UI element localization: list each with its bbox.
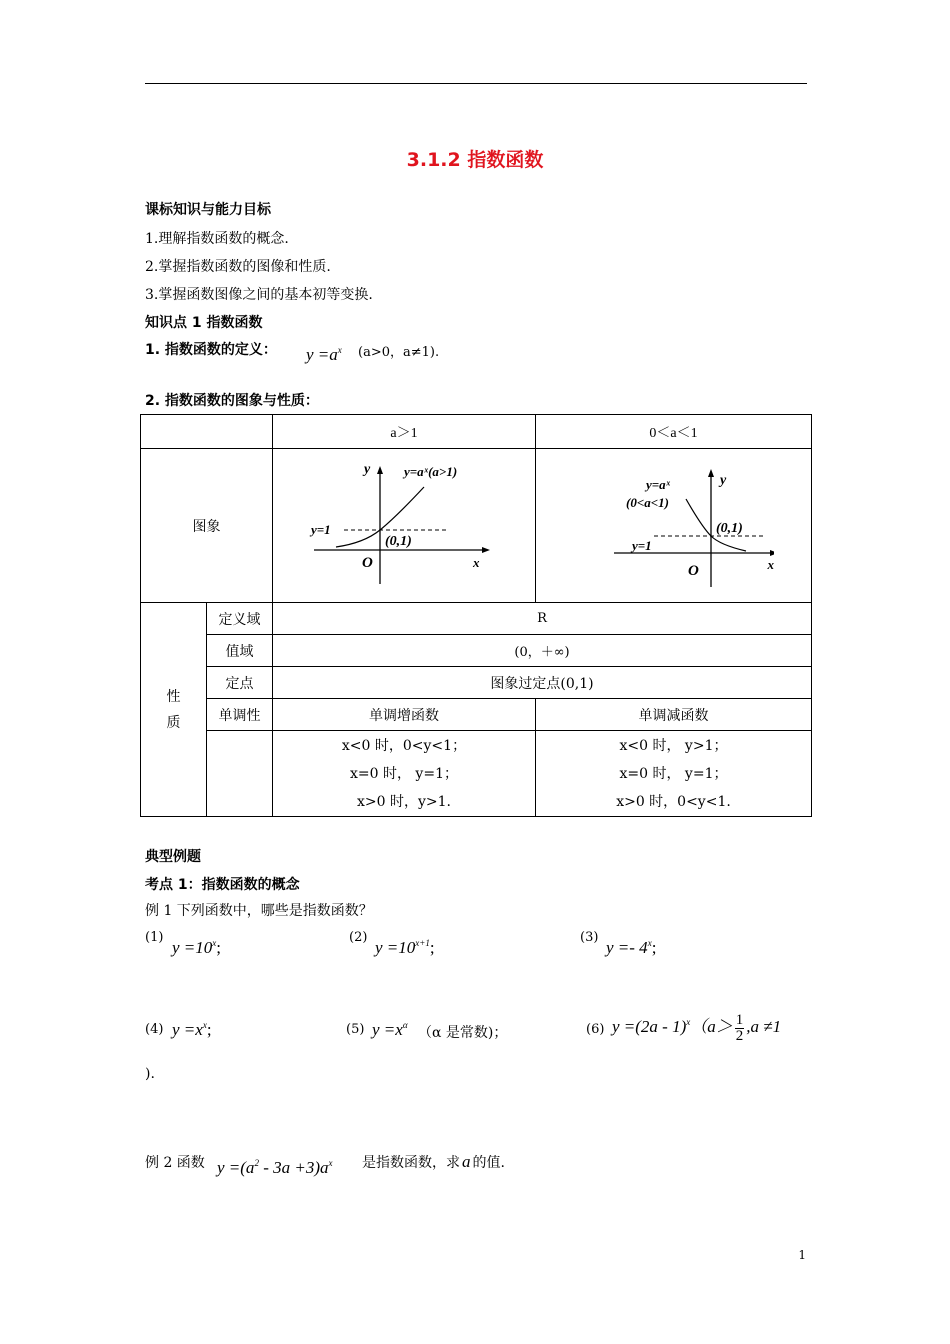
- values-decreasing: [536, 731, 812, 817]
- range-label: 值域: [207, 635, 273, 667]
- formula-2: $y =10^{x+1}$;: [375, 938, 435, 957]
- example-1-prompt: 例 1 下列函数中，哪些是指数函数？: [145, 903, 373, 919]
- curve-condition-label: (0<a<1): [625, 494, 669, 510]
- fixed-point-label: 定点: [207, 667, 273, 699]
- item-number: (5): [346, 1022, 365, 1037]
- monotonic-increasing: 单调增函数: [273, 699, 536, 731]
- formula-4: $y =x^x$;: [172, 1020, 212, 1039]
- header-a-lt-1: 0＜a＜1: [536, 415, 812, 449]
- item-number: (4): [145, 1022, 164, 1037]
- formula-6-close: ).: [145, 1066, 155, 1082]
- point-label: (0,1): [385, 533, 412, 549]
- value-line: x<0 时，0<y<1；: [341, 737, 467, 754]
- value-line: x>0 时，0<y<1.: [616, 793, 731, 810]
- x-axis-label: x: [473, 554, 480, 570]
- range-value: (0，＋∞): [273, 635, 812, 667]
- line-label: y=1: [311, 521, 331, 537]
- properties-row-label: [141, 603, 207, 817]
- example-2-prefix: 例 2 函数: [145, 1155, 205, 1171]
- definition-formula: $y =a^x$: [306, 345, 342, 364]
- x-axis-label: x: [767, 556, 774, 572]
- example-2-suffix: 是指数函数，求 a 的值.: [362, 1152, 505, 1171]
- values-label-empty: [207, 731, 273, 817]
- monotonic-decreasing: 单调减函数: [536, 699, 812, 731]
- monotonicity-label: 单调性: [207, 699, 273, 731]
- graph-decreasing: [536, 449, 812, 603]
- goal-item: 1.理解指数函数的概念.: [145, 231, 289, 247]
- kaodian-heading: 考点 1：指数函数的概念: [145, 877, 300, 893]
- formula-6: y =(2a - 1)$^x$（a＞ $\frac{1}{2}$ ,a ≠1: [612, 1011, 782, 1044]
- fraction-one-half: $\frac{1}{2}$: [735, 1011, 744, 1044]
- item-number: (3): [580, 930, 599, 945]
- domain-value: R: [273, 603, 812, 635]
- header-a-gt-1: a＞1: [273, 415, 536, 449]
- props-label-2: 质: [166, 714, 181, 731]
- domain-label: 定义域: [207, 603, 273, 635]
- formula-3: y =- 4$^x$;: [606, 938, 657, 957]
- origin-label: O: [687, 562, 699, 579]
- y-axis-label: y: [719, 472, 726, 488]
- curve-label: y=aˣ: [645, 476, 670, 492]
- value-line: x>0 时，y>1.: [357, 793, 451, 810]
- goals-heading: 课标知识与能力目标: [145, 202, 271, 218]
- fixed-point-value: 图象过定点(0,1): [273, 667, 812, 699]
- page-title: 3.1.2 指数函数: [406, 149, 544, 171]
- page-number: 1: [798, 1248, 806, 1262]
- examples-heading: 典型例题: [145, 849, 201, 865]
- item-number: (1): [145, 930, 164, 945]
- values-increasing: [273, 731, 536, 817]
- formula-1: $y =10^x$;: [172, 938, 222, 957]
- props-label-1: 性: [166, 688, 181, 705]
- kp1-heading: 知识点 1 指数函数: [145, 315, 263, 331]
- definition-condition: (a>0，a≠1).: [358, 345, 440, 360]
- curve-label: y=aˣ(a>1): [404, 463, 458, 479]
- goal-item: 3.掌握函数图像之间的基本初等变换.: [145, 287, 373, 303]
- exp-graph-increasing: [304, 459, 504, 589]
- goal-item: 2.掌握指数函数的图像和性质.: [145, 259, 331, 275]
- origin-label: O: [362, 554, 373, 571]
- header-rule: [145, 83, 807, 84]
- value-line: x<0 时， y>1；: [619, 737, 728, 754]
- item-number: (2): [349, 930, 368, 945]
- formula-5-note: （α 是常数)；: [418, 1025, 508, 1041]
- graph-row-label: 图象: [141, 449, 273, 603]
- corner-cell: [141, 415, 273, 449]
- example-2-formula: $y =(a^2 - 3a +3)a^x$: [217, 1158, 333, 1177]
- y-axis-label: y: [364, 461, 371, 477]
- exp-graph-decreasing: [574, 459, 774, 589]
- point-label: (0,1): [715, 520, 743, 536]
- definition-label: 1. 指数函数的定义：: [145, 342, 277, 358]
- item-number: (6): [586, 1022, 605, 1037]
- line-label: y=1: [631, 537, 652, 553]
- properties-label: 2. 指数函数的图象与性质：: [145, 393, 319, 409]
- properties-table: [140, 414, 812, 817]
- value-line: x=0 时， y=1；: [350, 765, 458, 782]
- formula-5: $y =x^\alpha$: [372, 1020, 408, 1039]
- value-line: x=0 时， y=1；: [619, 765, 728, 782]
- graph-increasing: [273, 449, 536, 603]
